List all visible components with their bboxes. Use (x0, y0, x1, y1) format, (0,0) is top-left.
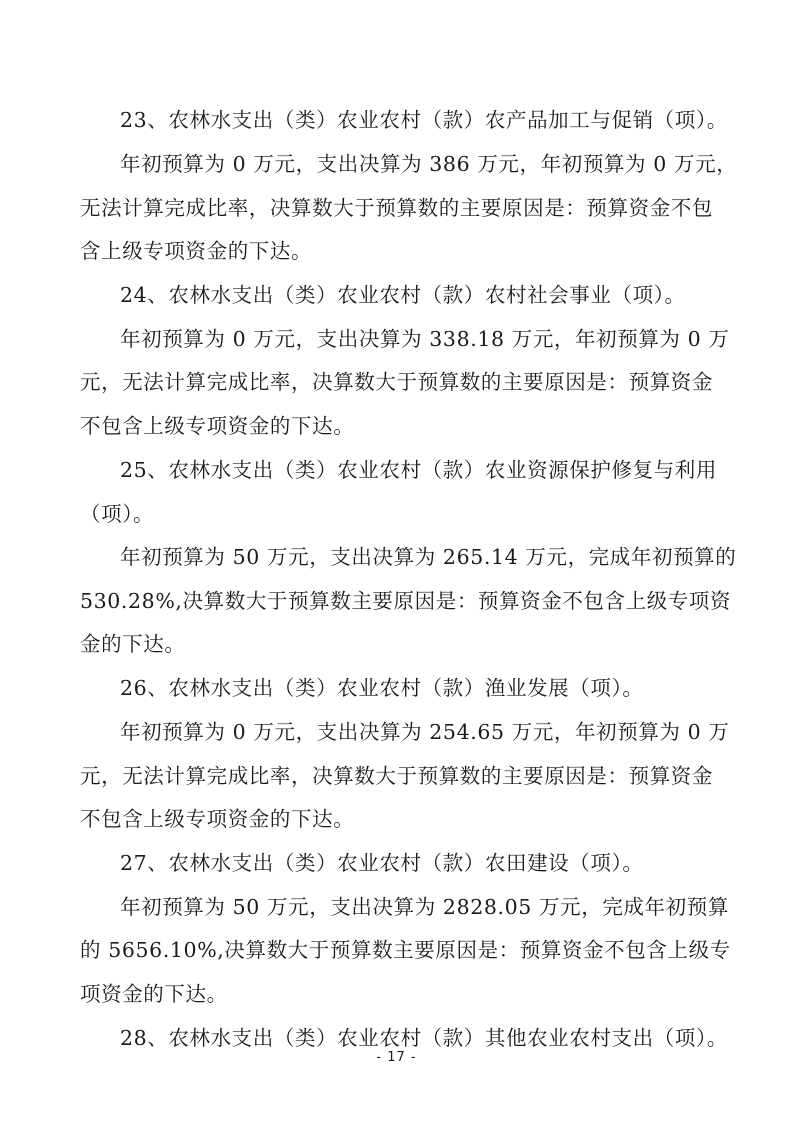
item-24-text-line-3: 不包含上级专项资金的下达。 (80, 414, 355, 438)
item-25-text-line-3: 金的下达。 (80, 632, 186, 656)
item-28-heading: 28、农林水支出（类）农业农村（款）其他农业农村支出（项）。 (120, 1026, 728, 1050)
item-23-text-line-3: 含上级专项资金的下达。 (80, 239, 313, 263)
item-25-heading-line-2: （项）。 (80, 502, 155, 526)
item-27-text-line-3: 项资金的下达。 (80, 982, 228, 1006)
item-26-text-line-1: 年初预算为 0 万元，支出决算为 254.65 万元，年初预算为 0 万 (120, 720, 730, 744)
item-26-text-line-3: 不包含上级专项资金的下达。 (80, 807, 355, 831)
item-27-heading: 27、农林水支出（类）农业农村（款）农田建设（项）。 (120, 851, 644, 875)
item-26-heading: 26、农林水支出（类）农业农村（款）渔业发展（项）。 (120, 676, 644, 700)
item-23-text-line-1: 年初预算为 0 万元，支出决算为 386 万元，年初预算为 0 万元， (120, 152, 738, 176)
item-27-text-line-1: 年初预算为 50 万元，支出决算为 2828.05 万元，完成年初预算 (120, 895, 729, 919)
item-25-text-line-1: 年初预算为 50 万元，支出决算为 265.14 万元，完成年初预算的 (120, 545, 737, 569)
item-25-text-line-2: 530.28%,决算数大于预算数主要原因是：预算资金不包含上级专项资 (80, 589, 732, 613)
item-27-text-line-2: 的 5656.10%,决算数大于预算数主要原因是：预算资金不包含上级专 (80, 938, 731, 962)
item-23-heading: 23、农林水支出（类）农业农村（款）农产品加工与促销（项）。 (120, 108, 728, 132)
item-23-text-line-2: 无法计算完成比率，决算数大于预算数的主要原因是：预算资金不包 (80, 196, 713, 220)
page-number: - 17 - (376, 1050, 417, 1065)
item-25-heading-line-1: 25、农林水支出（类）农业农村（款）农业资源保护修复与利用 (120, 458, 717, 482)
item-24-heading: 24、农林水支出（类）农业农村（款）农村社会事业（项）。 (120, 283, 686, 307)
item-24-text-line-1: 年初预算为 0 万元，支出决算为 338.18 万元，年初预算为 0 万 (120, 327, 730, 351)
item-24-text-line-2: 元，无法计算完成比率，决算数大于预算数的主要原因是：预算资金 (80, 370, 713, 394)
item-26-text-line-2: 元，无法计算完成比率，决算数大于预算数的主要原因是：预算资金 (80, 764, 713, 788)
